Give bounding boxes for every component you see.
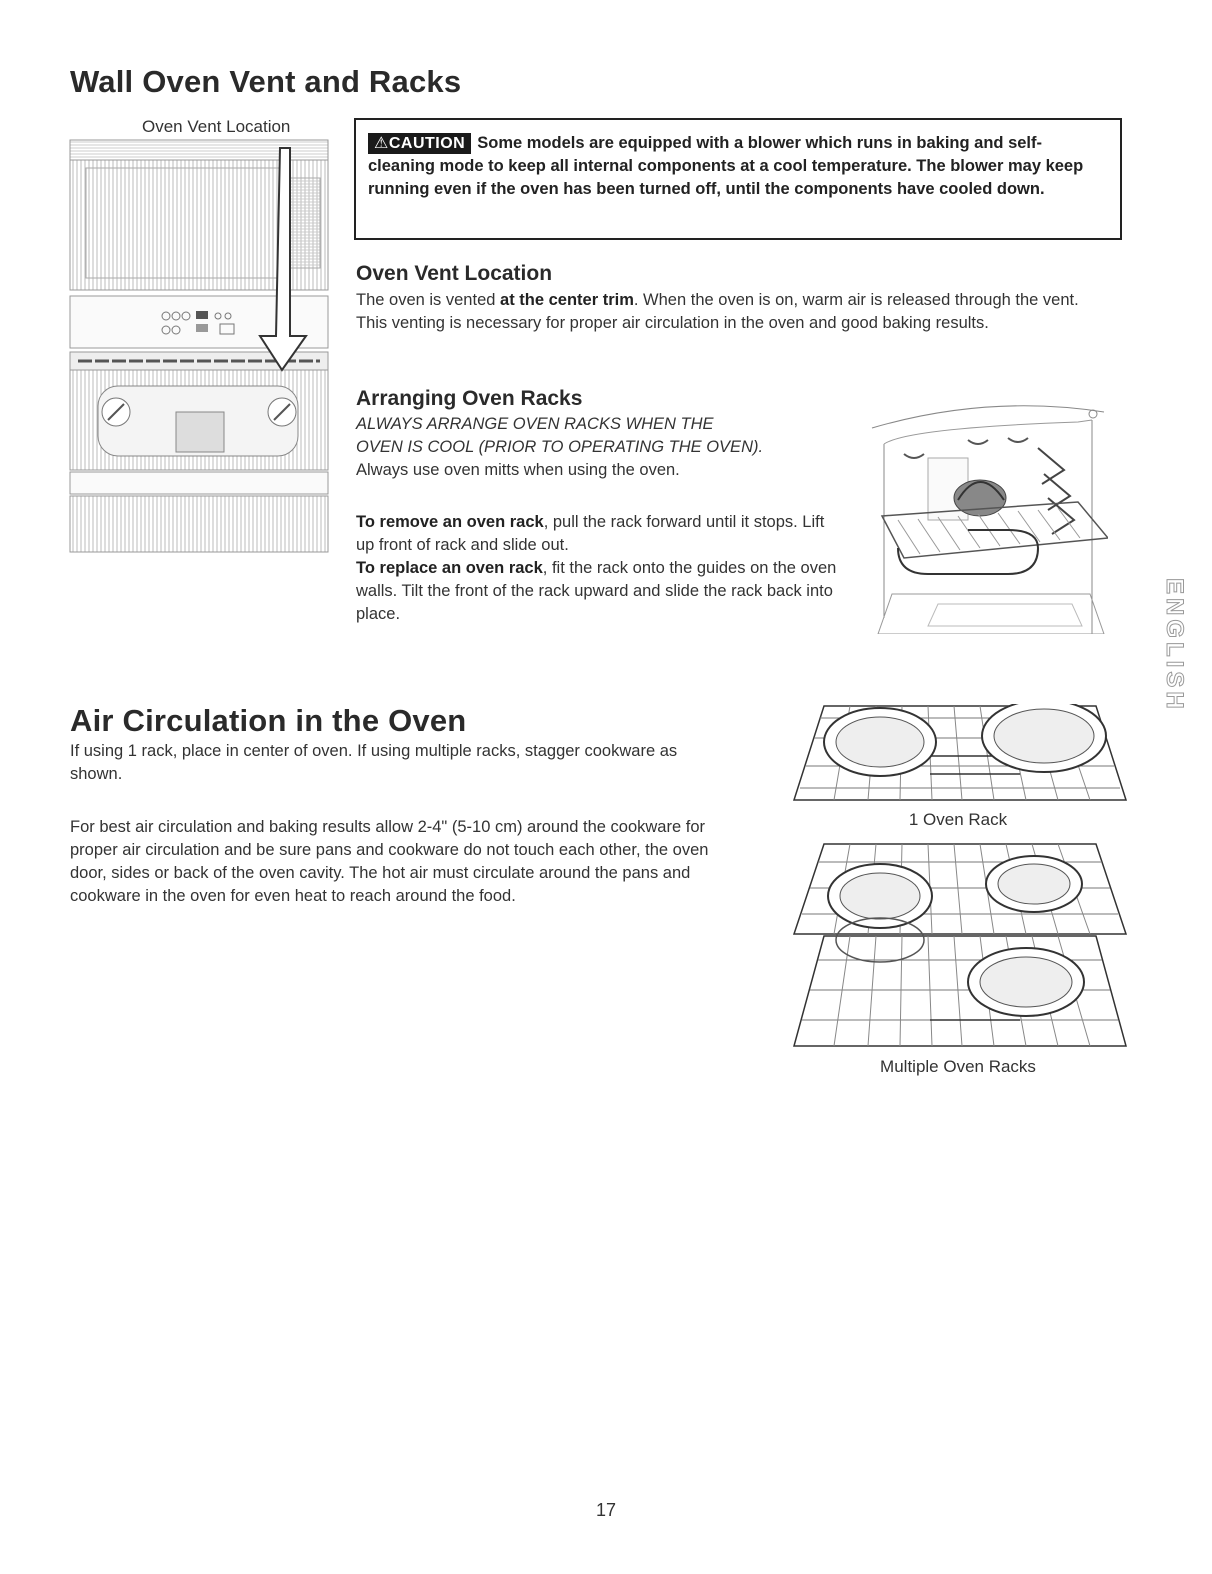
racks-replace-paragraph: [356, 557, 844, 626]
air-paragraph-2: For best air circulation and baking results allow 2-4" (5-10 cm) around the cookware for proper air circulation and be sure pans and cookware do not touch each other, the oven door, sides or back of the oven cavity. The hot air must circulate around the pans and cookware in the oven for even heat to reach around the food.: [70, 818, 709, 905]
multiple-racks-caption: Multiple Oven Racks: [880, 1057, 1036, 1076]
racks-warning: [356, 413, 866, 459]
caution-text: Some models are equipped with a blower which runs in baking and self-cleaning mode to keep all internal components at a cool temperature. The blower may keep running even if the oven has been turned off, until the components have cooled down.: [368, 134, 1084, 198]
oven-interior-illustration: [868, 398, 1108, 634]
single-rack-caption: 1 Oven Rack: [908, 810, 1008, 829]
caution-label: ⚠CAUTION: [368, 133, 471, 154]
multiple-racks-illustration: [790, 840, 1130, 1052]
caution-box: [354, 118, 1122, 240]
replace-text: , fit the rack onto the guides on the oven walls. Tilt the front of the rack upward and slide the rack back into place.: [356, 559, 837, 623]
single-rack-illustration: [790, 704, 1130, 804]
vent-text-bold: at the center trim: [500, 291, 634, 309]
racks-warning-line-2: OVEN IS COOL (PRIOR TO OPERATING THE OVEN).: [356, 438, 764, 456]
remove-text: , pull the rack forward until it stops. Lift up front of rack and slide out.: [356, 513, 825, 554]
air-heading: Air Circulation in the Oven: [70, 703, 467, 738]
caution-label-text: CAUTION: [388, 135, 466, 152]
remove-bold: To remove an oven rack: [356, 513, 544, 531]
vent-text-2: . When the oven is on, warm air is released through the vent. This venting is necessary for proper air circulation in the oven and good baking results.: [356, 291, 1079, 332]
vent-text-1: The oven is vented: [356, 291, 501, 309]
racks-warning-line-1: ALWAYS ARRANGE OVEN RACKS WHEN THE: [356, 415, 714, 433]
racks-mitts: Always use oven mitts when using the oven.: [356, 461, 680, 479]
air-paragraph-1: If using 1 rack, place in center of oven. If using multiple racks, stagger cookware as shown.: [70, 742, 678, 783]
oven-figure-caption: Oven Vent Location: [142, 117, 291, 136]
page-title: Wall Oven Vent and Racks: [70, 64, 462, 99]
racks-remove-paragraph: [356, 511, 844, 557]
replace-bold: To replace an oven rack: [356, 559, 543, 577]
language-side-tab: ENGLISH: [1161, 578, 1188, 713]
vent-heading: Oven Vent Location: [356, 262, 553, 285]
vent-paragraph: [356, 289, 1106, 335]
page-number: 17: [595, 1500, 617, 1520]
wall-oven-illustration: [68, 138, 330, 554]
racks-heading: Arranging Oven Racks: [356, 387, 583, 410]
